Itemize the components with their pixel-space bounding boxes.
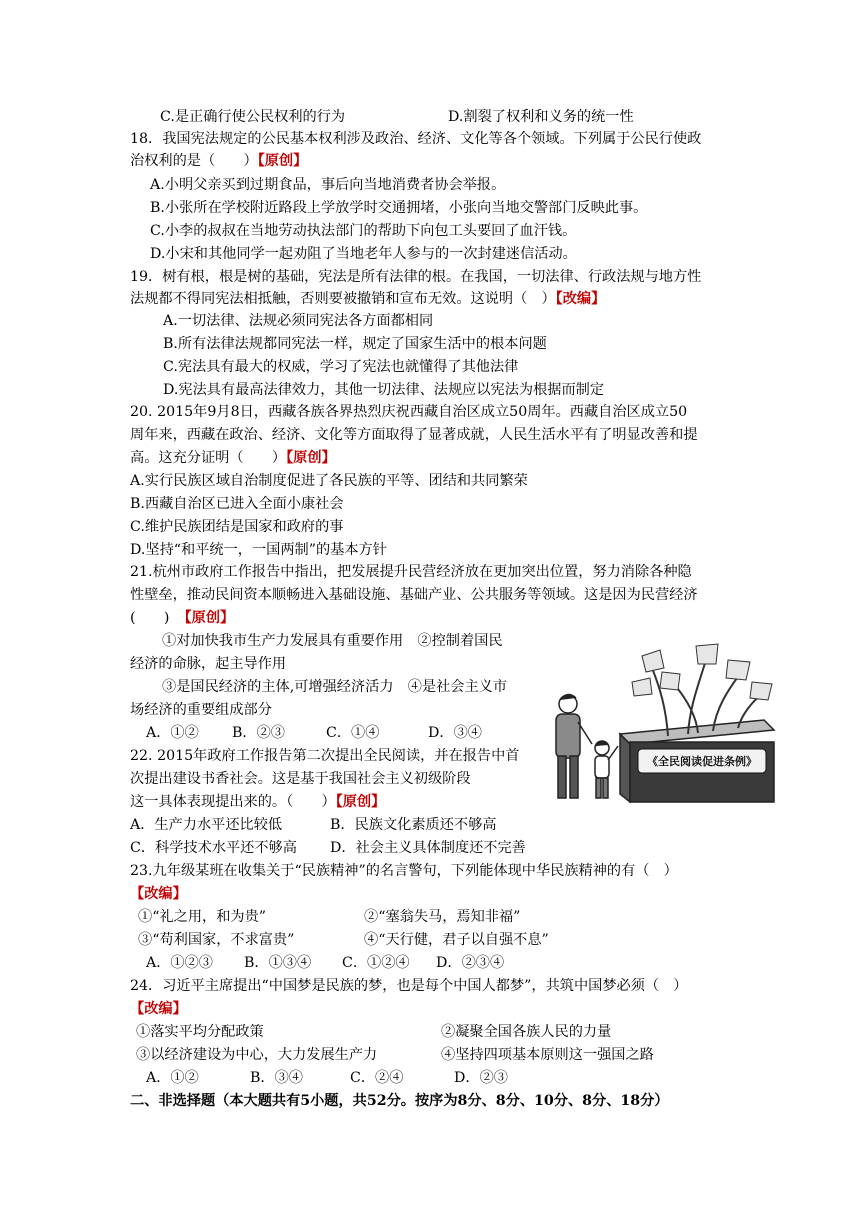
- section-2-heading: 二、非选择题（本大题共有5小题，共52分。按序为8分、8分、10分、8分、18分）: [130, 1093, 669, 1109]
- q24-option-b: B．③④: [250, 1070, 303, 1086]
- q23-statement-4: ④“天行健，君子以自强不息”: [364, 932, 549, 948]
- q18-option-d: D.小宋和其他同学一起劝阻了当地老年人参与的一次封建迷信活动。: [150, 246, 577, 262]
- q21-stem-line2: 性壁垒，推动民间资本顺畅进入基础设施、基础产业、公共服务等领域。这是因为民营经济: [130, 587, 698, 603]
- q17-option-d: D.割裂了权利和义务的统一性: [448, 109, 634, 125]
- q18-stem-line2: 治权利的是（ ）【原创】: [130, 153, 308, 169]
- q20-stem-line2: 周年来，西藏在政治、经济、文化等方面取得了显著成就，人民生活水平有了明显改善和提: [130, 427, 698, 443]
- q24-option-d: D．②③: [454, 1070, 508, 1086]
- q21-option-b: B．②③: [232, 725, 285, 741]
- q18-option-a: A.小明父亲买到过期食品，事后向当地消费者协会举报。: [150, 177, 506, 193]
- q21-statement-1: ①对加快我市生产力发展具有重要作用 ②控制着国民: [162, 633, 503, 649]
- q19-option-b: B.所有法律法规都同宪法一样，规定了国家生活中的根本问题: [163, 336, 547, 352]
- adult-figure: [556, 694, 592, 798]
- q18-source-tag: 【原创】: [257, 153, 308, 169]
- q22-source-tag: 【原创】: [335, 794, 386, 810]
- q24-statement-3: ③以经济建设为中心，大力发展生产力: [136, 1047, 378, 1063]
- q21-option-c: C．①④: [326, 725, 380, 741]
- q24-option-a: A．①②: [146, 1070, 199, 1086]
- q23-option-c: C．①②④: [342, 955, 410, 971]
- q20-stem-line1: 20. 2015年9月8日，西藏各族各界热烈庆祝西藏自治区成立50周年。西藏自治区成立50: [130, 404, 688, 420]
- q18-stem-line1: 18．我国宪法规定的公民基本权利涉及政治、经济、文化等各个领域。下列属于公民行使政: [130, 131, 702, 147]
- q19-stem-line2: 法规都不得同宪法相抵触，否则要被撤销和宣布无效。这说明（ ）【改编】: [130, 291, 606, 307]
- q20-source-tag: 【原创】: [286, 450, 336, 466]
- q19-option-a: A.一切法律、法规必须同宪法各方面都相同: [163, 313, 434, 329]
- q21-statement-3: ③是国民经济的主体,可增强经济活力 ④是社会主义市: [162, 679, 508, 695]
- q19-source-tag: 【改编】: [555, 291, 606, 307]
- q21-stem-line1: 21.杭州市政府工作报告中指出，把发展提升民营经济放在更加突出位置，努力消除各种隐: [130, 564, 692, 580]
- q19-stem-line1: 19．树有根，根是树的基础，宪法是所有法律的根。在我国，一切法律、行政法规与地方性: [130, 269, 702, 285]
- book-title-text: 《全民阅读促进条例》: [647, 755, 757, 768]
- q24-source-tag: 【改编】: [130, 1001, 187, 1017]
- q24-option-c: C．②④: [350, 1070, 404, 1086]
- q17-option-c: C.是正确行使公民权利的行为: [160, 109, 346, 125]
- q23-statement-2: ②“塞翁失马，焉知非福”: [364, 909, 521, 925]
- child-figure: [595, 741, 618, 798]
- q24-stem-line1: 24．习近平主席提出“中国梦是民族的梦，也是每个中国人都梦”，共筑中国梦必须（ ）: [130, 978, 688, 994]
- reading-cartoon-illustration: [548, 638, 780, 806]
- q22-option-a: A．生产力水平还比较低: [130, 817, 283, 833]
- q22-stem-line3: 这一具体表现提出来的。（ ）【原创】: [130, 794, 386, 810]
- q23-statement-1: ①“礼之用，和为贵”: [138, 909, 267, 925]
- q23-option-b: B．①③④: [244, 955, 312, 971]
- q22-option-b: B．民族文化素质还不够高: [330, 817, 497, 833]
- q21-option-d: D．③④: [428, 725, 482, 741]
- q23-statement-3: ③“苟利国家，不求富贵”: [138, 932, 295, 948]
- q18-option-c: C.小李的叔叔在当地劳动执法部门的帮助下向包工头要回了血汗钱。: [150, 223, 577, 239]
- q24-statement-1: ①落实平均分配政策: [136, 1024, 264, 1040]
- q21-stem-line3: ( ) 【原创】: [130, 610, 235, 626]
- q23-option-a: A．①②③: [146, 955, 213, 971]
- q22-option-c: C．科学技术水平还不够高: [130, 840, 297, 856]
- q22-stem-line2: 次提出建设书香社会。这是基于我国社会主义初级阶段: [130, 771, 471, 787]
- q23-source-tag: 【改编】: [130, 886, 187, 902]
- q21-statement-1-cont: 经济的命脉，起主导作用: [130, 656, 287, 672]
- q23-option-d: D．②③④: [436, 955, 505, 971]
- q21-statement-3-cont: 场经济的重要组成部分: [130, 702, 272, 718]
- q22-option-d: D．社会主义具体制度还不完善: [330, 840, 526, 856]
- q20-option-c: C.维护民族团结是国家和政府的事: [130, 519, 344, 535]
- q24-statement-4: ④坚持四项基本原则这一强国之路: [441, 1047, 654, 1063]
- q24-statement-2: ②凝聚全国各族人民的力量: [441, 1024, 612, 1040]
- q20-option-b: B.西藏自治区已进入全面小康社会: [130, 496, 344, 512]
- q19-option-d: D.宪法具有最高法律效力，其他一切法律、法规应以宪法为根据而制定: [163, 382, 605, 398]
- q20-stem-line3: 高。这充分证明（ ）【原创】: [130, 450, 336, 466]
- q22-stem-line1: 22. 2015年政府工作报告第二次提出全民阅读，并在报告中首: [130, 748, 520, 764]
- q21-source-tag: 【原创】: [177, 610, 235, 626]
- q19-option-c: C.宪法具有最大的权威，学习了宪法也就懂得了其他法律: [163, 359, 519, 375]
- q20-option-a: A.实行民族区域自治制度促进了各民族的平等、团结和共同繁荣: [130, 473, 528, 489]
- q21-option-a: A．①②: [146, 725, 199, 741]
- q20-option-d: D.坚持“和平统一，一国两制”的基本方针: [130, 542, 387, 558]
- q18-option-b: B.小张所在学校附近路段上学放学时交通拥堵，小张向当地交警部门反映此事。: [150, 200, 648, 216]
- q23-stem-line1: 23.九年级某班在收集关于“民族精神”的名言警句，下列能体现中华民族精神的有（ ）: [130, 863, 678, 879]
